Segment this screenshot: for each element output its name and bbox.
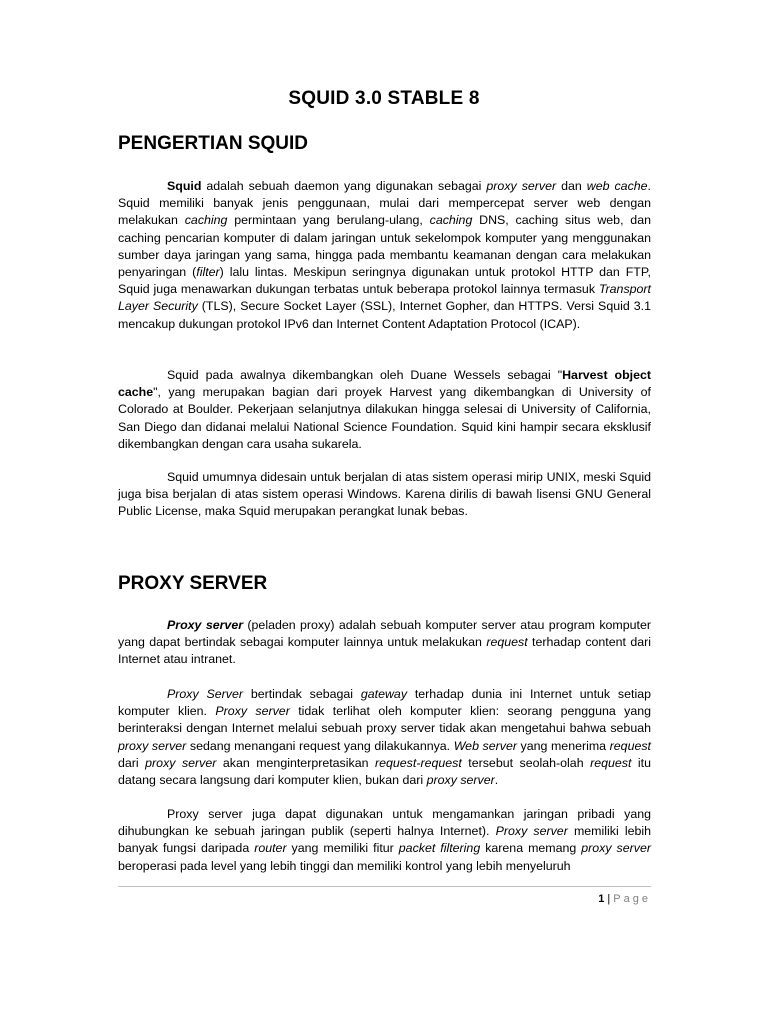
footer-divider	[118, 886, 651, 887]
text-run: .	[494, 773, 499, 788]
paragraph	[118, 469, 651, 521]
text-run: dari	[118, 755, 146, 770]
text-run: Squid	[167, 179, 202, 193]
paragraph	[118, 178, 651, 333]
text-run: karena memang	[480, 841, 582, 856]
text-run: Proxy server juga dapat digunakan untuk mengamankan jaringan pribadi yang dihubungkan ke sebuah jaringan publik (seperti halnya Internet).	[118, 807, 651, 839]
text-run: bertindak sebagai	[243, 687, 361, 701]
text-run: sedang menangani request yang dilakukannya.	[186, 738, 454, 753]
text-run: itu datang secara langsung dari komputer klien, bukan dari	[118, 755, 652, 788]
paragraph	[118, 806, 651, 875]
text-run: packet filtering	[398, 841, 481, 856]
text-run: proxy server	[581, 841, 651, 856]
text-run: proxy server	[145, 755, 217, 770]
text-run: proxy server	[486, 179, 557, 193]
text-run: caching	[429, 213, 473, 228]
text-run: filter	[196, 265, 220, 280]
text-run: ", yang merupakan bagian dari proyek Harvest yang dikembangkan di University of Colorado at Boulder. Pekerjaan selanjutnya dilakukan hingga selesai di University of California, San Diego dan didanai melalui National Science Foundation. Squid kini hampir secara eksklusif dikembangkan dengan cara usaha sukarela.	[118, 385, 651, 451]
text-run: request	[609, 738, 651, 753]
text-run: Transport Layer Security	[118, 282, 651, 314]
text-run: terhadap dunia ini Internet untuk setiap komputer klien.	[118, 687, 651, 719]
text-run: Squid pada awalnya dikembangkan oleh Duane Wessels sebagai "	[167, 368, 563, 382]
section-heading-pengertian-squid: PENGERTIAN SQUID	[118, 133, 309, 154]
text-run: request	[590, 755, 632, 770]
text-run: Proxy server	[495, 824, 568, 839]
text-run: web cache	[586, 179, 648, 193]
text-run: (TLS), Secure Socket Layer (SSL), Internet Gopher, dan HTTPS. Versi Squid 3.1 mencakup dukungan protokol IPv6 dan Internet Content Adaptation Protocol (ICAP).	[118, 299, 651, 331]
text-run: Web server	[453, 738, 517, 753]
paragraph	[118, 686, 651, 789]
text-run: dan	[556, 179, 587, 193]
footer-separator: |	[607, 893, 611, 905]
text-run: request	[486, 635, 528, 650]
text-run: yang menerima	[516, 738, 610, 753]
text-run: tersebut seolah-olah	[461, 755, 591, 770]
text-run: Proxy server	[167, 618, 244, 632]
page-label: Page	[613, 893, 651, 905]
page-number: 1	[598, 893, 605, 905]
text-run: Proxy server	[215, 704, 290, 719]
text-run: request-request	[374, 755, 462, 770]
text-run: Proxy Server	[167, 687, 243, 701]
text-run: permintaan yang berulang-ulang,	[227, 213, 430, 228]
text-run: proxy server	[426, 773, 495, 788]
text-run: terhadap content dari Internet atau intranet.	[118, 635, 651, 667]
page-footer	[598, 893, 651, 905]
text-run: adalah sebuah daemon yang digunakan sebagai	[201, 179, 487, 193]
text-run: DNS, caching situs web, dan caching pencarian komputer di dalam jaringan untuk sekelompok komputer yang menggunakan sumber daya jaringan yang sama, hingga pada membantu keamanan dengan cara melakukan penyaringan (	[118, 213, 651, 280]
text-run: gateway	[360, 687, 408, 701]
text-run: akan menginterpretasikan	[216, 755, 375, 770]
text-run: caching	[184, 213, 228, 228]
text-run: beroperasi pada level yang lebih tinggi dan memiliki kontrol yang lebih menyeluruh	[118, 858, 571, 873]
text-run: Harvest object cache	[118, 368, 651, 400]
paragraph	[118, 617, 651, 669]
text-run: yang memiliki fitur	[286, 841, 399, 856]
text-run: memiliki lebih banyak fungsi daripada	[118, 824, 651, 856]
text-run: Squid umumnya didesain untuk berjalan di atas sistem operasi mirip UNIX, meski Squid juga bisa berjalan di atas sistem operasi Windows. Karena dirilis di bawah lisensi GNU General Public License, maka Squid merupakan perangkat lunak bebas.	[118, 470, 651, 519]
text-run: . Squid memiliki banyak jenis penggunaan, mulai dari mempercepat server web dengan melakukan	[118, 179, 651, 228]
text-run: router	[254, 841, 287, 856]
text-run: ) lalu lintas. Meskipun seringnya digunakan untuk protokol HTTP dan FTP, Squid juga menawarkan dukungan terbatas untuk beberapa protokol lainnya termasuk	[118, 265, 651, 297]
section-heading-proxy-server: PROXY SERVER	[118, 573, 268, 594]
text-run: (peladen proxy) adalah sebuah komputer server atau program komputer yang dapat bertindak sebagai komputer lainnya untuk melakukan	[118, 618, 651, 650]
paragraph	[118, 367, 651, 453]
text-run: tidak terlihat oleh komputer klien: seorang pengguna yang berinteraksi dengan Internet melalui sebuah proxy server tidak akan mengetahui bahwa sebuah	[118, 704, 651, 736]
text-run: proxy server	[118, 738, 187, 753]
document-title: SQUID 3.0 STABLE 8	[288, 88, 480, 109]
